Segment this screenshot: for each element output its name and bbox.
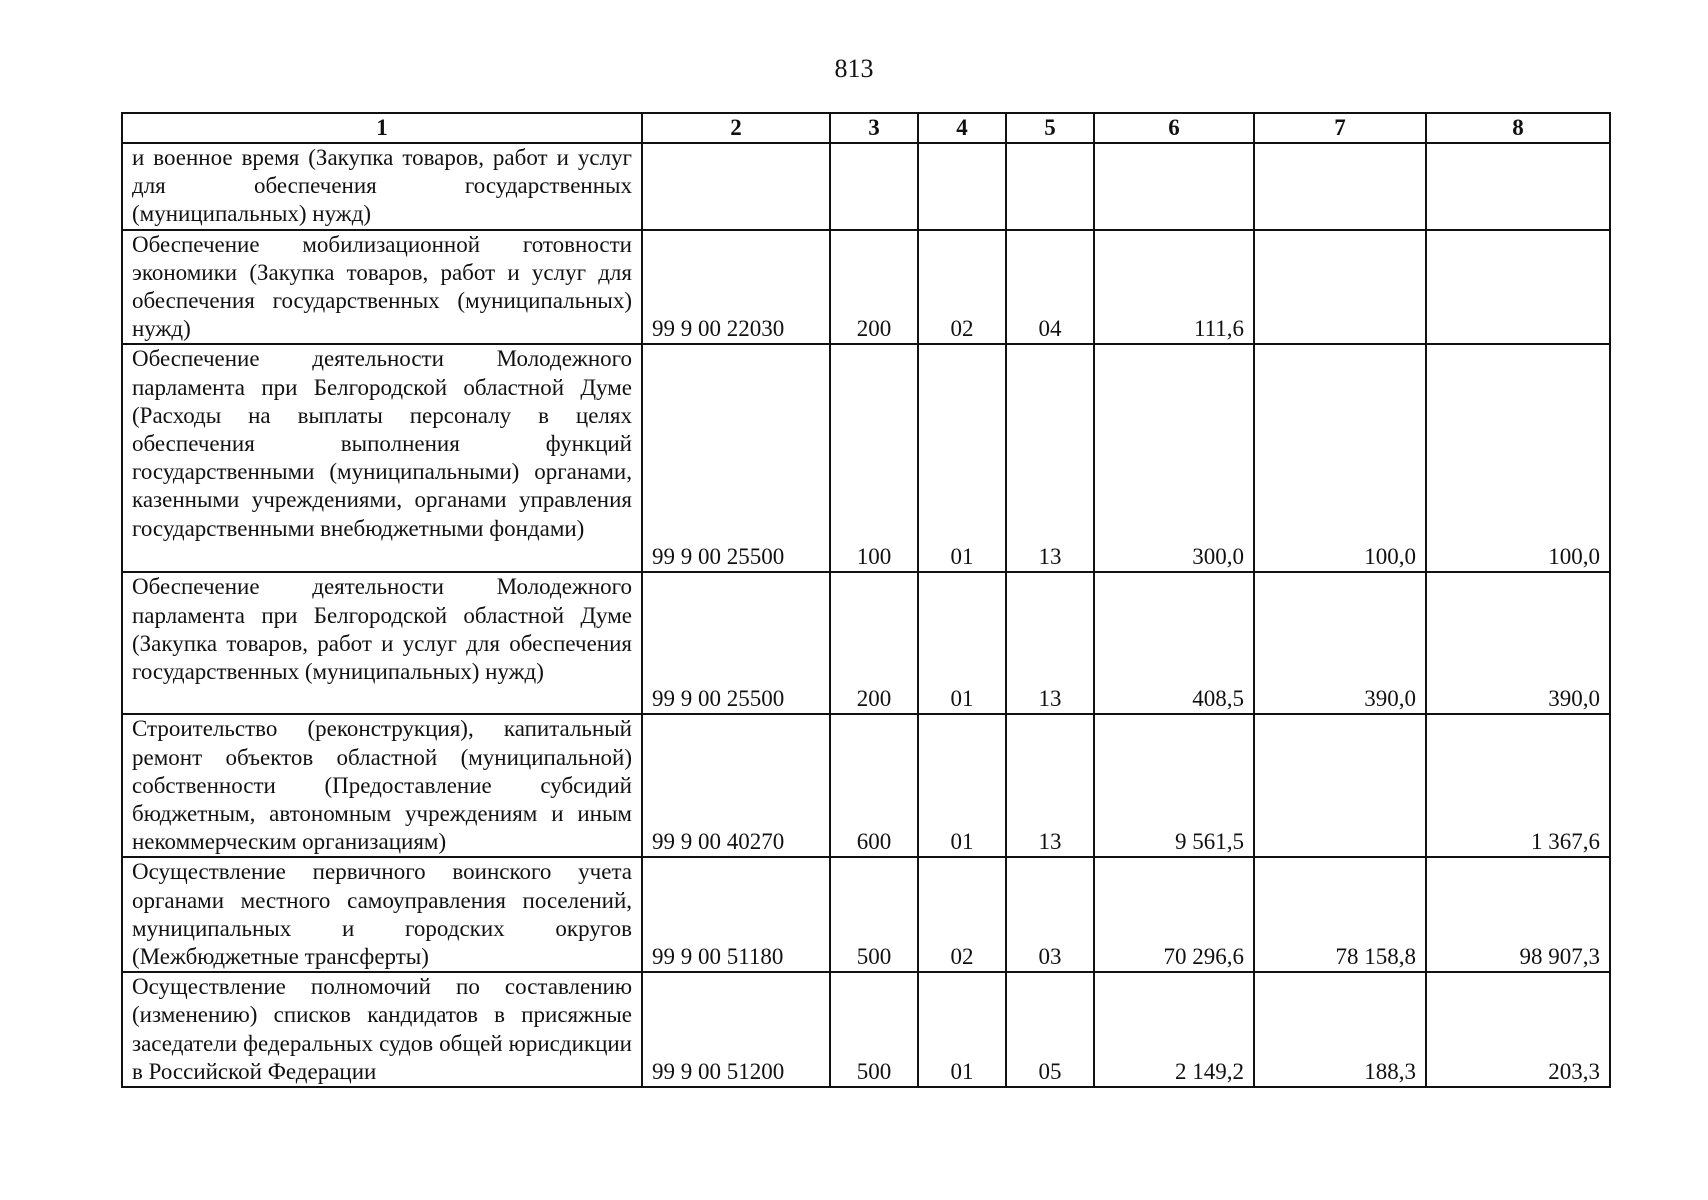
target-article-code: 99 9 00 51200 bbox=[642, 972, 830, 1087]
amount-col7: 78 158,8 bbox=[1254, 857, 1426, 972]
amount-col7 bbox=[1254, 143, 1426, 230]
amount-col7: 100,0 bbox=[1254, 344, 1426, 572]
amount-col7 bbox=[1254, 230, 1426, 345]
column-header: 6 bbox=[1094, 113, 1254, 143]
amount-col8: 100,0 bbox=[1426, 344, 1610, 572]
row-description: Осуществление полномочий по составлению (изменению) списков кандидатов в присяжные заседатели федеральных судов общей юрисдикции в Российской Федерации bbox=[122, 972, 642, 1087]
amount-col7 bbox=[1254, 714, 1426, 857]
section-code: 01 bbox=[918, 572, 1006, 714]
amount-col6: 2 149,2 bbox=[1094, 972, 1254, 1087]
section-code bbox=[918, 143, 1006, 230]
table-row bbox=[122, 143, 1610, 230]
budget-table bbox=[121, 112, 1611, 1088]
amount-col6: 408,5 bbox=[1094, 572, 1254, 714]
expense-type-code: 100 bbox=[830, 344, 918, 572]
amount-col6: 9 561,5 bbox=[1094, 714, 1254, 857]
expense-type-code: 600 bbox=[830, 714, 918, 857]
page-number: 813 bbox=[834, 54, 874, 83]
amount-col6: 70 296,6 bbox=[1094, 857, 1254, 972]
expense-type-code: 500 bbox=[830, 857, 918, 972]
table-header-row bbox=[122, 113, 1610, 143]
column-header: 5 bbox=[1006, 113, 1094, 143]
column-header: 8 bbox=[1426, 113, 1610, 143]
subsection-code: 13 bbox=[1006, 344, 1094, 572]
amount-col8: 1 367,6 bbox=[1426, 714, 1610, 857]
section-code: 01 bbox=[918, 714, 1006, 857]
column-header: 2 bbox=[642, 113, 830, 143]
expense-type-code: 500 bbox=[830, 972, 918, 1087]
section-code: 01 bbox=[918, 344, 1006, 572]
expense-type-code: 200 bbox=[830, 230, 918, 345]
row-description: и военное время (Закупка товаров, работ и услуг для обеспечения государственных (муниципальных) нужд) bbox=[122, 143, 642, 230]
target-article-code: 99 9 00 25500 bbox=[642, 344, 830, 572]
section-code: 02 bbox=[918, 230, 1006, 345]
amount-col8: 203,3 bbox=[1426, 972, 1610, 1087]
row-description: Обеспечение деятельности Молодежного парламента при Белгородской областной Думе (Закупка товаров, работ и услуг для обеспечения государственных (муниципальных) нужд) bbox=[122, 572, 642, 714]
target-article-code: 99 9 00 22030 bbox=[642, 230, 830, 345]
subsection-code: 04 bbox=[1006, 230, 1094, 345]
row-description: Осуществление первичного воинского учета органами местного самоуправления поселений, муниципальных и городских округов (Межбюджетные трансферты) bbox=[122, 857, 642, 972]
amount-col8: 98 907,3 bbox=[1426, 857, 1610, 972]
table-row bbox=[122, 857, 1610, 972]
expense-type-code: 200 bbox=[830, 572, 918, 714]
row-description: Обеспечение деятельности Молодежного парламента при Белгородской областной Думе (Расходы на выплаты персоналу в целях обеспечения выполнения функций государственными (муниципальными) органами, казенными учреждениями, органами управления государственными внебюджетными фондами) bbox=[122, 344, 642, 572]
amount-col6 bbox=[1094, 143, 1254, 230]
table-row bbox=[122, 572, 1610, 714]
table-row bbox=[122, 714, 1610, 857]
column-header: 7 bbox=[1254, 113, 1426, 143]
target-article-code: 99 9 00 40270 bbox=[642, 714, 830, 857]
amount-col6: 111,6 bbox=[1094, 230, 1254, 345]
amount-col8 bbox=[1426, 143, 1610, 230]
subsection-code: 05 bbox=[1006, 972, 1094, 1087]
subsection-code bbox=[1006, 143, 1094, 230]
column-header: 4 bbox=[918, 113, 1006, 143]
table-row bbox=[122, 344, 1610, 572]
target-article-code: 99 9 00 25500 bbox=[642, 572, 830, 714]
amount-col8 bbox=[1426, 230, 1610, 345]
amount-col8: 390,0 bbox=[1426, 572, 1610, 714]
table-row bbox=[122, 972, 1610, 1087]
amount-col7: 390,0 bbox=[1254, 572, 1426, 714]
subsection-code: 03 bbox=[1006, 857, 1094, 972]
column-header: 1 bbox=[122, 113, 642, 143]
expense-type-code bbox=[830, 143, 918, 230]
target-article-code: 99 9 00 51180 bbox=[642, 857, 830, 972]
target-article-code bbox=[642, 143, 830, 230]
table-row bbox=[122, 230, 1610, 345]
row-description: Обеспечение мобилизационной готовности экономики (Закупка товаров, работ и услуг для обеспечения государственных (муниципальных) нужд) bbox=[122, 230, 642, 345]
row-description: Строительство (реконструкция), капитальный ремонт объектов областной (муниципальной) собственности (Предоставление субсидий бюджетным, автономным учреждениям и иным некоммерческим организациям) bbox=[122, 714, 642, 857]
subsection-code: 13 bbox=[1006, 572, 1094, 714]
section-code: 02 bbox=[918, 857, 1006, 972]
amount-col7: 188,3 bbox=[1254, 972, 1426, 1087]
amount-col6: 300,0 bbox=[1094, 344, 1254, 572]
subsection-code: 13 bbox=[1006, 714, 1094, 857]
column-header: 3 bbox=[830, 113, 918, 143]
section-code: 01 bbox=[918, 972, 1006, 1087]
